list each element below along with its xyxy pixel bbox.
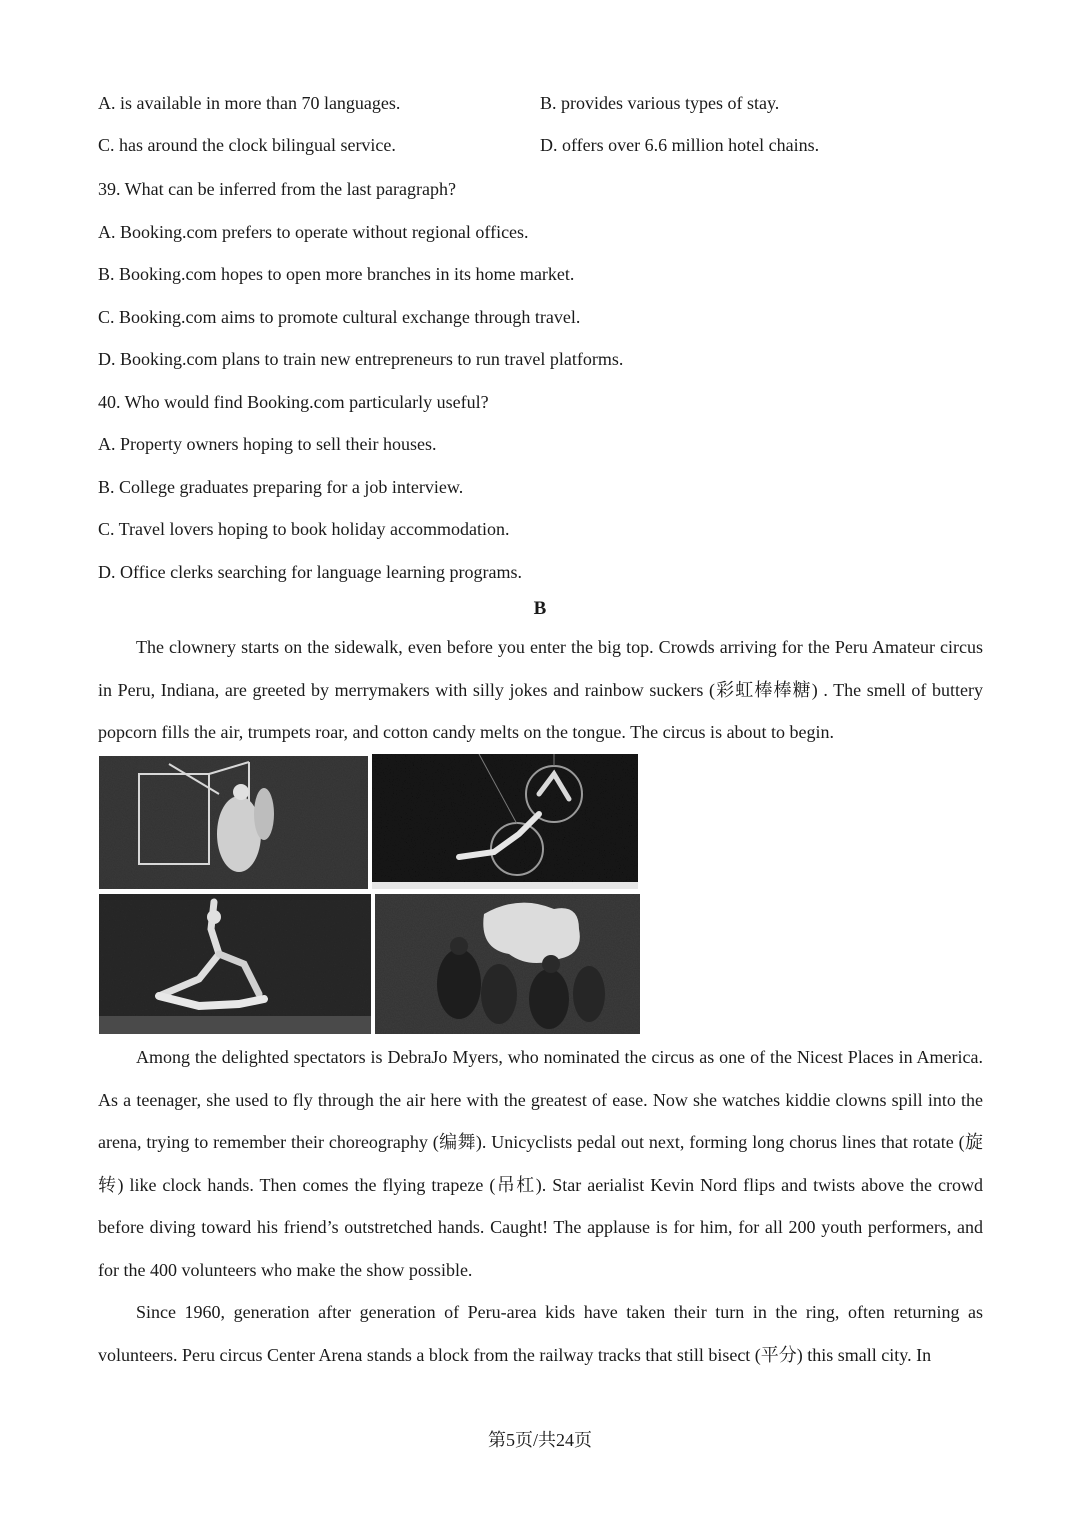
section-b-paragraph-2: Among the delighted spectators is DebraJo Myers, who nominated the circus as one of the Nicest Places in America. As a teenager, she used to fly through the air here with the greatest of ease. Now she watches kiddie clowns spill into the arena, trying to remember their choreography (编舞). Unicyclists pedal out next, forming long chorus lines that rotate (旋转) like clock hands. Then comes the flying trapeze (吊杠). Star aerialist Kevin Nord flips and twists above the crowd before diving toward his friend’s outstretched hands. Caught! The applause is for him, for all 200 youth performers, and for the 400 volunteers who make the show possible. — [98, 1047, 983, 1280]
q39-option-d: D. Booking.com plans to train new entrepreneurs to run travel platforms. — [98, 349, 624, 369]
circus-photo-collage-svg — [99, 754, 640, 1034]
q38-option-a: A. is available in more than 70 languages. — [98, 93, 401, 113]
section-b-paragraph-1: The clownery starts on the sidewalk, even before you enter the big top. Crowds arriving for the Peru Amateur circus in Peru, Indiana, are greeted by merrymakers with silly jokes and rainbow suckers (彩虹棒棒糖) . The smell of buttery popcorn fills the air, trumpets roar, and cotton candy melts on the tongue. The circus is about to begin. — [98, 637, 983, 742]
q38-option-d: D. offers over 6.6 million hotel chains. — [540, 135, 820, 155]
q38-option-b: B. provides various types of stay. — [540, 93, 780, 113]
page-number-footer: 第5页/共24页 — [487, 1430, 592, 1450]
photo-panel-aerial-hoops — [372, 754, 638, 889]
section-b-paragraph-3: Since 1960, generation after generation of Peru-area kids have taken their turn in the ring, often returning as volunteers. Peru circus Center Arena stands a block from the railway tracks that still bisect (平分) this small city. In — [98, 1302, 983, 1365]
q38-option-c: C. has around the clock bilingual service. — [98, 135, 396, 155]
q40-option-b: B. College graduates preparing for a job interview. — [98, 477, 464, 497]
q39-option-b: B. Booking.com hopes to open more branches in its home market. — [98, 264, 575, 284]
photo-panel-cube-acrobats — [99, 756, 368, 889]
q40-option-d: D. Office clerks searching for language learning programs. — [98, 562, 523, 582]
q39-stem: 39. What can be inferred from the last paragraph? — [98, 179, 457, 199]
q39-option-c: C. Booking.com aims to promote cultural exchange through travel. — [98, 307, 581, 327]
q38-options-row-1 — [98, 93, 988, 117]
q40-stem: 40. Who would find Booking.com particularly useful? — [98, 392, 489, 412]
q38-options-row-2 — [98, 135, 988, 159]
q40-option-a: A. Property owners hoping to sell their houses. — [98, 434, 437, 454]
photo-panel-group-performers — [375, 894, 640, 1034]
q40-option-c: C. Travel lovers hoping to book holiday accommodation. — [98, 519, 510, 539]
section-b-heading: B — [533, 598, 547, 619]
circus-photo-collage — [99, 754, 640, 1034]
q39-option-a: A. Booking.com prefers to operate without regional offices. — [98, 222, 529, 242]
photo-panel-balance-pose — [99, 894, 371, 1034]
